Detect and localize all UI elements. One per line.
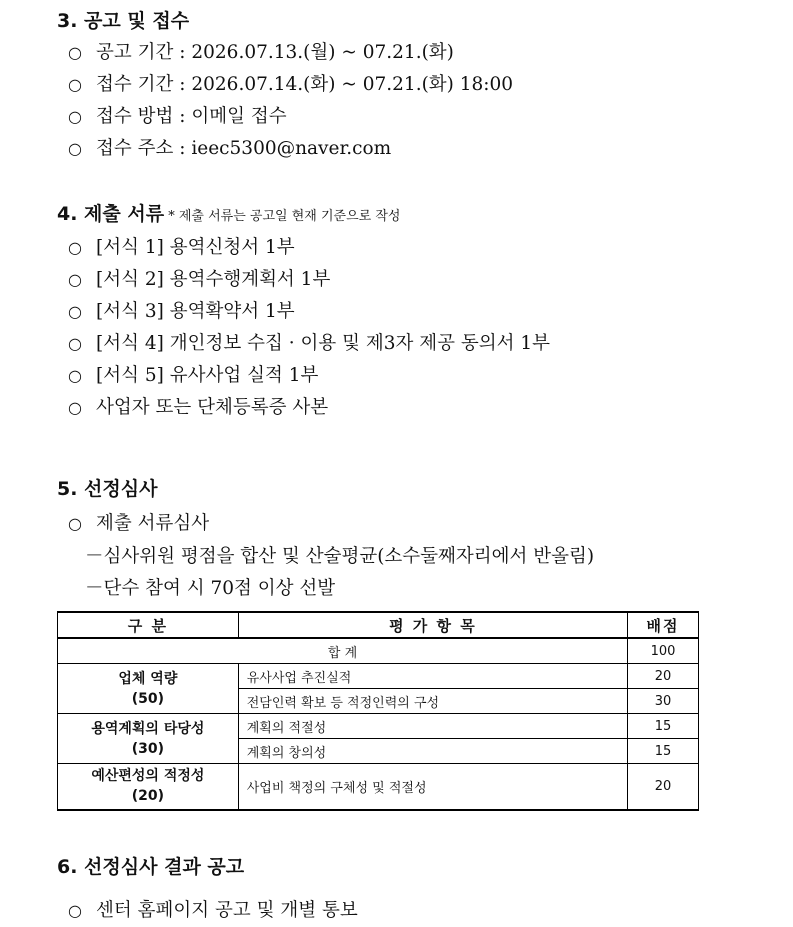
list-item-text: [서식 1] 용역신청서 1부 <box>96 237 295 258</box>
section-4-title <box>57 199 400 226</box>
item-cell: 유사사업 추진실적 <box>238 664 627 689</box>
table-row <box>58 664 699 689</box>
header-category: 구 분 <box>58 612 239 638</box>
score-cell: 20 <box>628 764 699 810</box>
list-item-text: [서식 3] 용역확약서 1부 <box>96 301 295 322</box>
item-cell: 사업비 책정의 구체성 및 적절성 <box>238 764 627 810</box>
list-item <box>68 70 513 96</box>
bullet-icon: ○ <box>68 270 82 289</box>
item-cell: 전담인력 확보 등 적정인력의 구성 <box>238 689 627 714</box>
bullet-icon: ○ <box>68 901 82 920</box>
list-item <box>68 265 330 291</box>
list-item <box>68 134 391 160</box>
list-item <box>68 509 209 535</box>
list-item-text: 제출 서류심사 <box>96 513 210 534</box>
list-item-text: 접수 기간 : 2026.07.14.(화) ~ 07.21.(화) 18:00 <box>96 74 514 95</box>
bullet-icon: ○ <box>68 75 82 94</box>
list-item-text: [서식 5] 유사사업 실적 1부 <box>96 365 319 386</box>
bullet-icon: ○ <box>68 398 82 417</box>
category-cell <box>58 664 239 714</box>
list-item <box>68 361 318 387</box>
bullet-icon: ○ <box>68 43 82 62</box>
sub-item: －단수 참여 시 70점 이상 선발 <box>85 578 336 599</box>
list-item <box>68 896 358 922</box>
item-cell: 계획의 적절성 <box>238 714 627 739</box>
bullet-icon: ○ <box>68 139 82 158</box>
total-label: 합 계 <box>58 638 628 664</box>
list-item-text: 센터 홈페이지 공고 및 개별 통보 <box>96 900 358 921</box>
section-6-title: 6. 선정심사 결과 공고 <box>57 856 245 878</box>
section-4-title-text: 4. 제출 서류 <box>57 203 165 225</box>
section-3-title: 3. 공고 및 접수 <box>57 10 190 32</box>
list-item <box>68 329 550 355</box>
bullet-icon: ○ <box>68 302 82 321</box>
item-cell: 계획의 창의성 <box>238 739 627 764</box>
category-cell <box>58 764 239 810</box>
list-item <box>68 233 295 259</box>
evaluation-table <box>57 611 699 811</box>
score-cell: 15 <box>628 714 699 739</box>
list-item <box>68 38 454 64</box>
category-name: 업체 역량 <box>118 670 178 687</box>
list-item-text: [서식 4] 개인정보 수집 · 이용 및 제3자 제공 동의서 1부 <box>96 333 550 354</box>
list-item <box>68 393 328 419</box>
table-row <box>58 714 699 739</box>
section-5-title: 5. 선정심사 <box>57 478 158 500</box>
score-cell: 15 <box>628 739 699 764</box>
score-cell: 20 <box>628 664 699 689</box>
section-4-note: * 제출 서류는 공고일 현재 기준으로 작성 <box>164 209 401 224</box>
list-item-text: 접수 주소 : ieec5300@naver.com <box>96 138 392 159</box>
bullet-icon: ○ <box>68 514 82 533</box>
table-row-total <box>58 638 699 664</box>
table-row <box>58 764 699 810</box>
list-item-text: 공고 기간 : 2026.07.13.(월) ~ 07.21.(화) <box>96 42 454 63</box>
category-name: 용역계획의 타당성 <box>91 720 205 737</box>
list-item <box>68 297 295 323</box>
bullet-icon: ○ <box>68 334 82 353</box>
header-score: 배점 <box>628 612 699 638</box>
table-header-row <box>58 612 699 638</box>
bullet-icon: ○ <box>68 238 82 257</box>
list-item-text: [서식 2] 용역수행계획서 1부 <box>96 269 331 290</box>
bullet-icon: ○ <box>68 107 82 126</box>
list-item <box>68 102 287 128</box>
score-cell: 30 <box>628 689 699 714</box>
category-cell <box>58 714 239 764</box>
category-score: (20) <box>131 788 164 805</box>
category-score: (50) <box>131 690 164 707</box>
total-score: 100 <box>628 638 699 664</box>
header-item: 평 가 항 목 <box>238 612 627 638</box>
category-score: (30) <box>131 740 164 757</box>
category-name: 예산편성의 적정성 <box>91 768 205 785</box>
list-item-text: 접수 방법 : 이메일 접수 <box>96 106 287 127</box>
bullet-icon: ○ <box>68 366 82 385</box>
list-item-text: 사업자 또는 단체등록증 사본 <box>96 397 329 418</box>
sub-item: －심사위원 평점을 합산 및 산술평균(소수둘째자리에서 반올림) <box>85 546 595 567</box>
